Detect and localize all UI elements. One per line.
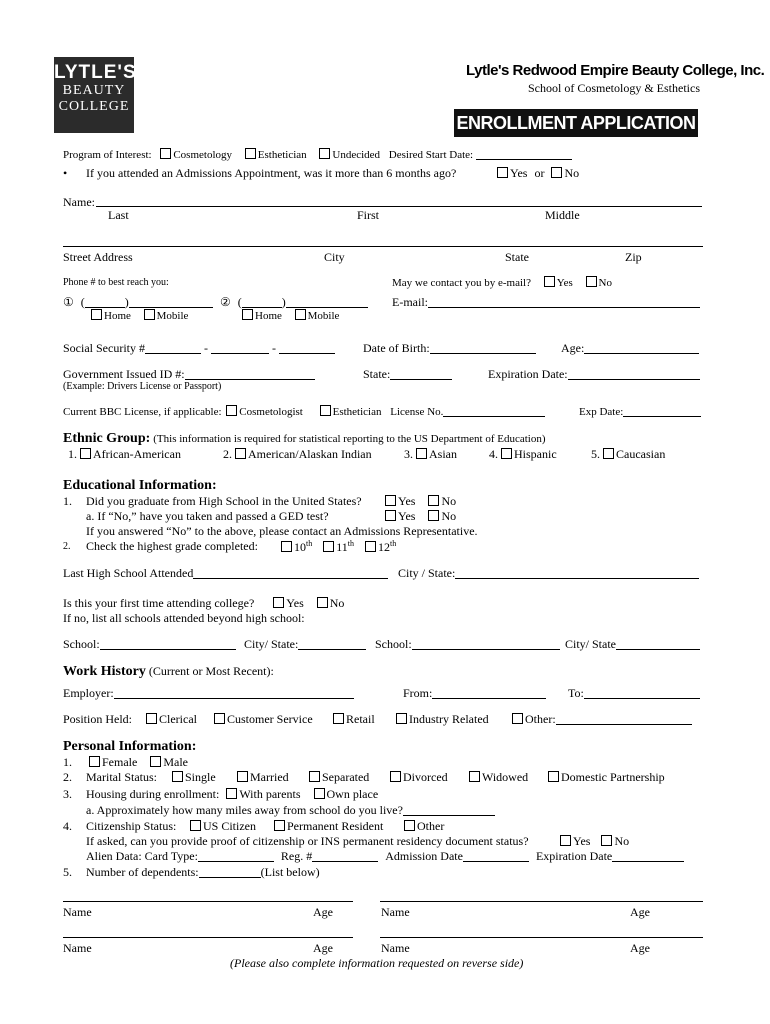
dependent1-field[interactable] [63,901,353,902]
name-field[interactable] [96,206,702,207]
phone1-type [91,309,188,322]
checkbox[interactable] [242,309,253,320]
p3-num: 3. [63,787,72,801]
dependent4-age: Age [630,941,650,955]
checkbox[interactable] [190,820,201,831]
gov-id-label: Government Issued ID #: [63,367,185,381]
ins-options [560,834,629,849]
grade-10[interactable]: 10th [281,540,312,554]
list-schools: If no, list all schools attended beyond high school: [63,611,305,625]
age-row [561,341,699,356]
ins-no[interactable]: No [601,834,629,848]
dependent1-age: Age [313,905,333,919]
circled-two: ② [220,295,231,309]
checkbox[interactable] [281,541,292,552]
checkbox[interactable] [295,309,306,320]
ssn-part3[interactable] [279,342,335,354]
dependent1-name: Name [63,905,92,919]
school2-row [375,637,560,652]
dob-label: Date of Birth: [363,341,430,355]
email-no[interactable]: No [586,277,612,289]
position-other[interactable]: Other: [512,712,692,727]
city-label: City [324,250,345,264]
citizen-label: Citizenship Status: [86,819,177,833]
position-industry[interactable]: Industry Related [396,712,489,727]
license-number-field[interactable] [443,405,545,417]
footer-note: (Please also complete information requested on reverse side) [230,956,524,970]
checkbox[interactable] [314,788,325,799]
appointment-yes[interactable]: Yes [497,166,527,180]
gov-exp-row [488,367,700,382]
or-text: or [534,166,545,180]
zip-label: Zip [625,250,642,264]
alien-adm-label: Admission Date [385,849,463,863]
ins-question: If asked, can you provide proof of citizenship or INS permanent residency document status? [86,834,529,848]
email-field[interactable] [428,296,700,308]
name-label: Name: [63,195,95,209]
license-exp-row [579,405,701,418]
dependent4-field[interactable] [380,937,703,938]
last-hs-label: Last High School Attended [63,566,194,580]
checkbox[interactable] [396,713,407,724]
citizen-us[interactable]: US Citizen [190,819,256,834]
checkbox[interactable] [226,788,237,799]
phone-2: ② ( ) [220,295,368,310]
grade-12[interactable]: 12th [365,540,396,554]
edu-q1a-yes[interactable]: Yes [385,509,415,523]
appointment-bullet: • [63,166,68,180]
ethnic-opt3[interactable]: 3. Asian [404,447,457,461]
gov-id-row [63,367,315,382]
dependents-field[interactable] [199,866,261,878]
gov-state-field[interactable] [390,368,452,380]
gender-options [89,755,188,770]
checkbox[interactable] [497,167,508,178]
phone2-type [242,309,339,322]
phone1-number[interactable] [129,296,213,308]
position-retail[interactable]: Retail [333,712,375,727]
license-exp-field[interactable] [623,405,701,417]
miles-row [86,803,495,818]
housing-own[interactable]: Own place [314,787,379,801]
work-from-field[interactable] [432,687,546,699]
checkbox[interactable] [501,448,512,459]
ssn-label: Social Security # [63,341,145,355]
school2-field[interactable] [412,638,560,650]
ssn-part2[interactable] [211,342,269,354]
checkbox[interactable] [333,713,344,724]
gov-id-field[interactable] [185,368,315,380]
school1-field[interactable] [100,638,236,650]
program-label: Program of Interest: [63,149,152,161]
citizen-resident[interactable]: Permanent Resident [274,819,383,834]
work-heading: Work History [63,664,146,679]
checkbox[interactable] [603,448,614,459]
work-to-field[interactable] [584,687,700,699]
last-hs-row [63,566,388,581]
age-field[interactable] [584,342,699,354]
citizen-other[interactable]: Other [404,819,444,834]
phone2-number[interactable] [286,296,368,308]
employer-label: Employer: [63,686,114,700]
email-label: E-mail: [392,295,428,309]
gender-female[interactable]: Female [89,755,137,769]
marital-widowed[interactable]: Widowed [469,770,528,785]
college-name: Lytle's Redwood Empire Beauty College, Inc. [466,62,765,79]
marital-single[interactable]: Single [172,770,216,785]
dependent3-age: Age [313,941,333,955]
ethnic-opt5[interactable]: 5. Caucasian [591,447,666,461]
checkbox[interactable] [428,495,439,506]
checkbox[interactable] [150,756,161,767]
checkbox[interactable] [551,167,562,178]
grade-options [281,539,396,555]
housing-parents[interactable]: With parents [226,787,300,801]
program-cosmetology[interactable]: Cosmetology [160,149,232,161]
email-yes[interactable]: Yes [544,277,573,289]
work-to-row [568,686,700,701]
alien-row [86,849,684,864]
dependent4-name: Name [381,941,410,955]
edu-q1b: If you answered “No” to the above, please contact an Admissions Representative. [86,524,478,538]
edu-q1a-options [385,509,456,524]
marital-separated[interactable]: Separated [309,770,369,785]
appointment-options [497,166,579,181]
hs-city-field[interactable] [455,567,699,579]
checkbox[interactable] [245,148,256,159]
first-time-no[interactable]: No [317,596,345,610]
checkbox[interactable] [469,771,480,782]
dependent2-name: Name [381,905,410,919]
ethnic-note: (This information is required for statistical reporting to the US Department of Education) [153,433,546,445]
logo-line2: BEAUTY [62,83,126,98]
checkbox[interactable] [160,148,171,159]
work-heading-row [63,664,274,680]
last-hs-field[interactable] [193,567,388,579]
gov-state-row [363,367,452,382]
employer-field[interactable] [114,687,354,699]
ethnic-opt4[interactable]: 4. Hispanic [489,447,557,461]
start-date-label: Desired Start Date: [388,149,474,161]
email-question-text: May we contact you by e-mail? [392,277,531,289]
program-esthetician[interactable]: Esthetician [245,149,307,161]
edu-q1a: a. If “No,” have you taken and passed a GED test? [86,509,329,523]
phone2-mobile[interactable]: Mobile [295,310,340,322]
ins-yes[interactable]: Yes [560,834,590,848]
dependents-row [86,865,320,880]
alien-card-field[interactable] [198,850,274,862]
marital-divorced[interactable]: Divorced [390,770,448,785]
alien-card-label: Alien Data: Card Type: [86,849,198,863]
p4-num: 4. [63,819,72,833]
ssn-row: Social Security # - - [63,341,335,356]
checkbox[interactable] [365,541,376,552]
school2-city-label: City/ State [565,637,616,651]
name-first: First [357,208,380,222]
school2-city-row [565,637,700,652]
marital-domestic[interactable]: Domestic Partnership [548,770,665,785]
checkbox[interactable] [172,771,183,782]
edu-q1: Did you graduate from High School in the United States? [86,494,362,508]
dependents-label: Number of dependents: [86,865,199,879]
dob-row [363,341,536,356]
phone2-home[interactable]: Home [242,310,282,322]
p2-num: 2. [63,770,72,784]
name-middle: Middle [545,208,580,222]
gov-id-example: (Example: Drivers License or Passport) [63,381,222,392]
position-other-field[interactable] [556,713,692,725]
school2-city-field[interactable] [616,638,700,650]
program-undecided[interactable]: Undecided [319,149,380,161]
program-row [63,148,572,161]
phone-label: Phone # to best reach you: [63,277,169,288]
ssn-part1[interactable] [145,342,201,354]
checkbox[interactable] [226,405,237,416]
edu-q1-num: 1. [63,494,72,508]
school1-row [63,637,236,652]
hs-city-row [398,566,699,581]
college-logo [54,57,137,133]
checkbox[interactable] [146,713,157,724]
dependent3-name: Name [63,941,92,955]
email-row [392,295,700,310]
dependent2-age: Age [630,905,650,919]
school1-city-label: City/ State: [244,637,299,651]
education-heading: Educational Information: [63,478,217,493]
school1-city-field[interactable] [298,638,366,650]
checkbox[interactable] [319,148,330,159]
first-time-row [63,596,344,611]
checkbox[interactable] [323,541,334,552]
logo-line3: COLLEGE [58,99,130,114]
position-clerical[interactable]: Clerical [146,712,197,727]
form-title: ENROLLMENT APPLICATION [454,109,698,137]
first-time-yes[interactable]: Yes [273,596,303,610]
dependent2-field[interactable] [380,901,703,902]
alien-exp-label: Expiration Date [535,849,613,863]
gov-exp-field[interactable] [568,368,700,380]
edu-q2: Check the highest grade completed: [86,539,258,553]
checkbox[interactable] [601,835,612,846]
phone2-area[interactable] [242,296,282,308]
alien-reg-field[interactable] [312,850,378,862]
dependent3-field[interactable] [63,937,353,938]
p5-num: 5. [63,865,72,879]
name-last: Last [108,208,129,222]
checkbox[interactable] [91,309,102,320]
work-from-label: From: [403,686,433,700]
dob-field[interactable] [430,342,536,354]
checkbox[interactable] [80,448,91,459]
license-esthetician[interactable]: Esthetician [320,406,382,418]
address-field[interactable] [63,246,703,247]
license-row [63,405,545,418]
dependents-note: (List below) [260,865,320,879]
gender-male[interactable]: Male [150,755,188,769]
alien-exp-field[interactable] [612,850,684,862]
edu-q2-num: 2. [63,541,71,552]
phone1-area[interactable] [85,296,125,308]
edu-q1-no[interactable]: No [428,494,456,508]
gov-state-label: State: [363,367,391,381]
p1-num: 1. [63,755,72,769]
checkbox[interactable] [320,405,331,416]
checkbox[interactable] [274,820,285,831]
street-label: Street Address [63,250,133,264]
checkbox[interactable] [385,495,396,506]
work-from-row [403,686,546,701]
ethnic-opt1[interactable]: 1. African-American [68,447,181,461]
checkbox[interactable] [586,276,597,287]
housing-label: Housing during enrollment: [86,787,220,801]
position-customer-service[interactable]: Customer Service [214,712,313,727]
ethnic-heading: Ethnic Group: [63,431,151,446]
age-label: Age: [561,341,585,355]
logo-line1: LYTLE'S [54,62,137,83]
license-label: Current BBC License, if applicable: [63,406,222,418]
school1-label: School: [63,637,100,651]
work-sub: (Current or Most Recent): [148,664,274,678]
marital-label: Marital Status: [86,770,157,784]
checkbox[interactable] [404,820,415,831]
school1-city-row [244,637,366,652]
checkbox[interactable] [548,771,559,782]
checkbox[interactable] [214,713,225,724]
phone1-home[interactable]: Home [91,310,131,322]
checkbox[interactable] [428,510,439,521]
checkbox[interactable] [317,597,328,608]
checkbox[interactable] [390,771,401,782]
school-subtitle: School of Cosmetology & Esthetics [528,81,700,95]
work-to-label: To: [568,686,584,700]
appointment-no[interactable]: No [551,166,579,180]
ethnic-opt2[interactable]: 2. American/Alaskan Indian [223,447,372,461]
alien-adm-field[interactable] [463,850,529,862]
hs-city-label: City / State: [398,566,456,580]
housing-row [86,787,378,802]
email-question [392,276,612,289]
miles-question: a. Approximately how many miles away from school do you live? [86,803,403,817]
checkbox[interactable] [237,771,248,782]
checkbox[interactable] [89,756,100,767]
checkbox[interactable] [416,448,427,459]
start-date-field[interactable] [476,148,572,160]
ethnic-heading-row [63,431,546,447]
edu-q1-yes[interactable]: Yes [385,494,415,508]
license-number-label: License No. [390,406,444,418]
license-cosmetologist[interactable]: Cosmetologist [226,406,303,418]
checkbox[interactable] [144,309,155,320]
gov-exp-label: Expiration Date: [488,367,568,381]
alien-reg-label: Reg. # [280,849,313,863]
school2-label: School: [375,637,412,651]
circled-one: ① [63,295,74,309]
miles-field[interactable] [403,804,495,816]
checkbox[interactable] [235,448,246,459]
checkbox[interactable] [560,835,571,846]
phone1-mobile[interactable]: Mobile [144,310,189,322]
grade-11[interactable]: 11th [323,540,354,554]
marital-married[interactable]: Married [237,770,289,785]
checkbox[interactable] [512,713,523,724]
checkbox[interactable] [385,510,396,521]
first-time-question: Is this your first time attending college? [63,596,255,610]
state-label: State [505,250,529,264]
appointment-question: If you attended an Admissions Appointment, was it more than 6 months ago? [86,166,457,180]
phone-1: ① ( ) [63,295,213,310]
personal-heading: Personal Information: [63,739,197,754]
edu-q1a-no[interactable]: No [428,509,456,523]
position-label: Position Held: [63,712,133,726]
license-exp-label: Exp Date: [579,406,624,418]
checkbox[interactable] [273,597,284,608]
checkbox[interactable] [309,771,320,782]
employer-row [63,686,354,701]
edu-q1-options [385,494,456,509]
checkbox[interactable] [544,276,555,287]
